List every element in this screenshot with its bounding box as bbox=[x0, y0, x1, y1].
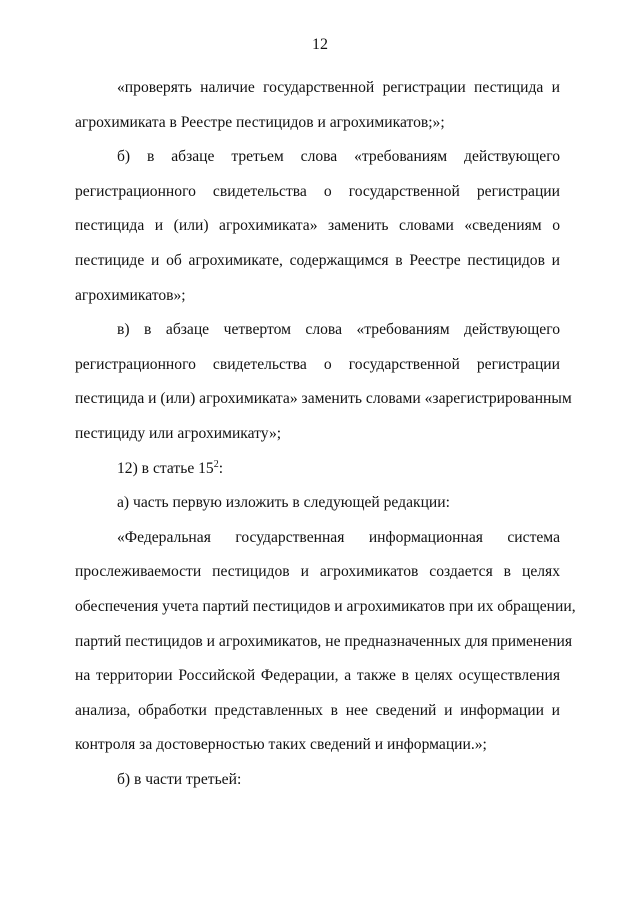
text-line: «Федеральная государственная информационная система bbox=[117, 528, 560, 546]
text-line: обеспечения учета партий пестицидов и агрохимикатов при их обращении, bbox=[75, 597, 576, 615]
text-line: анализа, обработки представленных в нее сведений и информации и bbox=[75, 701, 560, 719]
text-line: регистрационного свидетельства о государственной регистрации bbox=[75, 182, 560, 200]
paragraph bbox=[75, 486, 560, 521]
text-line: б) в части третьей: bbox=[117, 770, 242, 788]
text-line: контроля за достоверностью таких сведений и информации.»; bbox=[75, 736, 487, 754]
text-line: агрохимикатов»; bbox=[75, 286, 186, 304]
text-line: регистрационного свидетельства о государственной регистрации bbox=[75, 355, 560, 373]
paragraph bbox=[75, 763, 560, 798]
text-line: пестициду или агрохимикату»; bbox=[75, 424, 282, 442]
paragraph bbox=[75, 313, 572, 451]
paragraph bbox=[75, 71, 560, 140]
text-line: прослеживаемости пестицидов и агрохимикатов создается в целях bbox=[75, 563, 560, 581]
text-line: агрохимиката в Реестре пестицидов и агрохимикатов;»; bbox=[75, 113, 445, 131]
text-line: на территории Российской Федерации, а также в целях осуществления bbox=[75, 667, 560, 685]
text-line: 12) в статье $15^2$: bbox=[117, 458, 224, 477]
text-line: а) часть первую изложить в следующей редакции: bbox=[117, 494, 450, 512]
text-line: пестициде и об агрохимикате, содержащимся в Реестре пестицидов и bbox=[75, 251, 560, 269]
text-line: партий пестицидов и агрохимикатов, не предназначенных для применения bbox=[75, 632, 573, 650]
text-suffix: : bbox=[218, 459, 224, 477]
text-line: пестицида и (или) агрохимиката» заменить словами «зарегистрированным bbox=[75, 390, 572, 408]
text-line: б) в абзаце третьем слова «требованиям действующего bbox=[117, 148, 560, 166]
paragraph bbox=[75, 521, 576, 763]
page-number: 12 bbox=[312, 36, 328, 53]
text-line: пестицида и (или) агрохимиката» заменить словами «сведениям о bbox=[75, 217, 560, 235]
paragraph bbox=[75, 140, 560, 313]
text-line: «проверять наличие государственной регистрации пестицида и bbox=[117, 79, 560, 96]
paragraph bbox=[75, 452, 560, 487]
text-line: в) в абзаце четвертом слова «требованиям действующего bbox=[117, 321, 560, 339]
document-body bbox=[75, 71, 576, 797]
superscript: 2 bbox=[213, 458, 219, 470]
